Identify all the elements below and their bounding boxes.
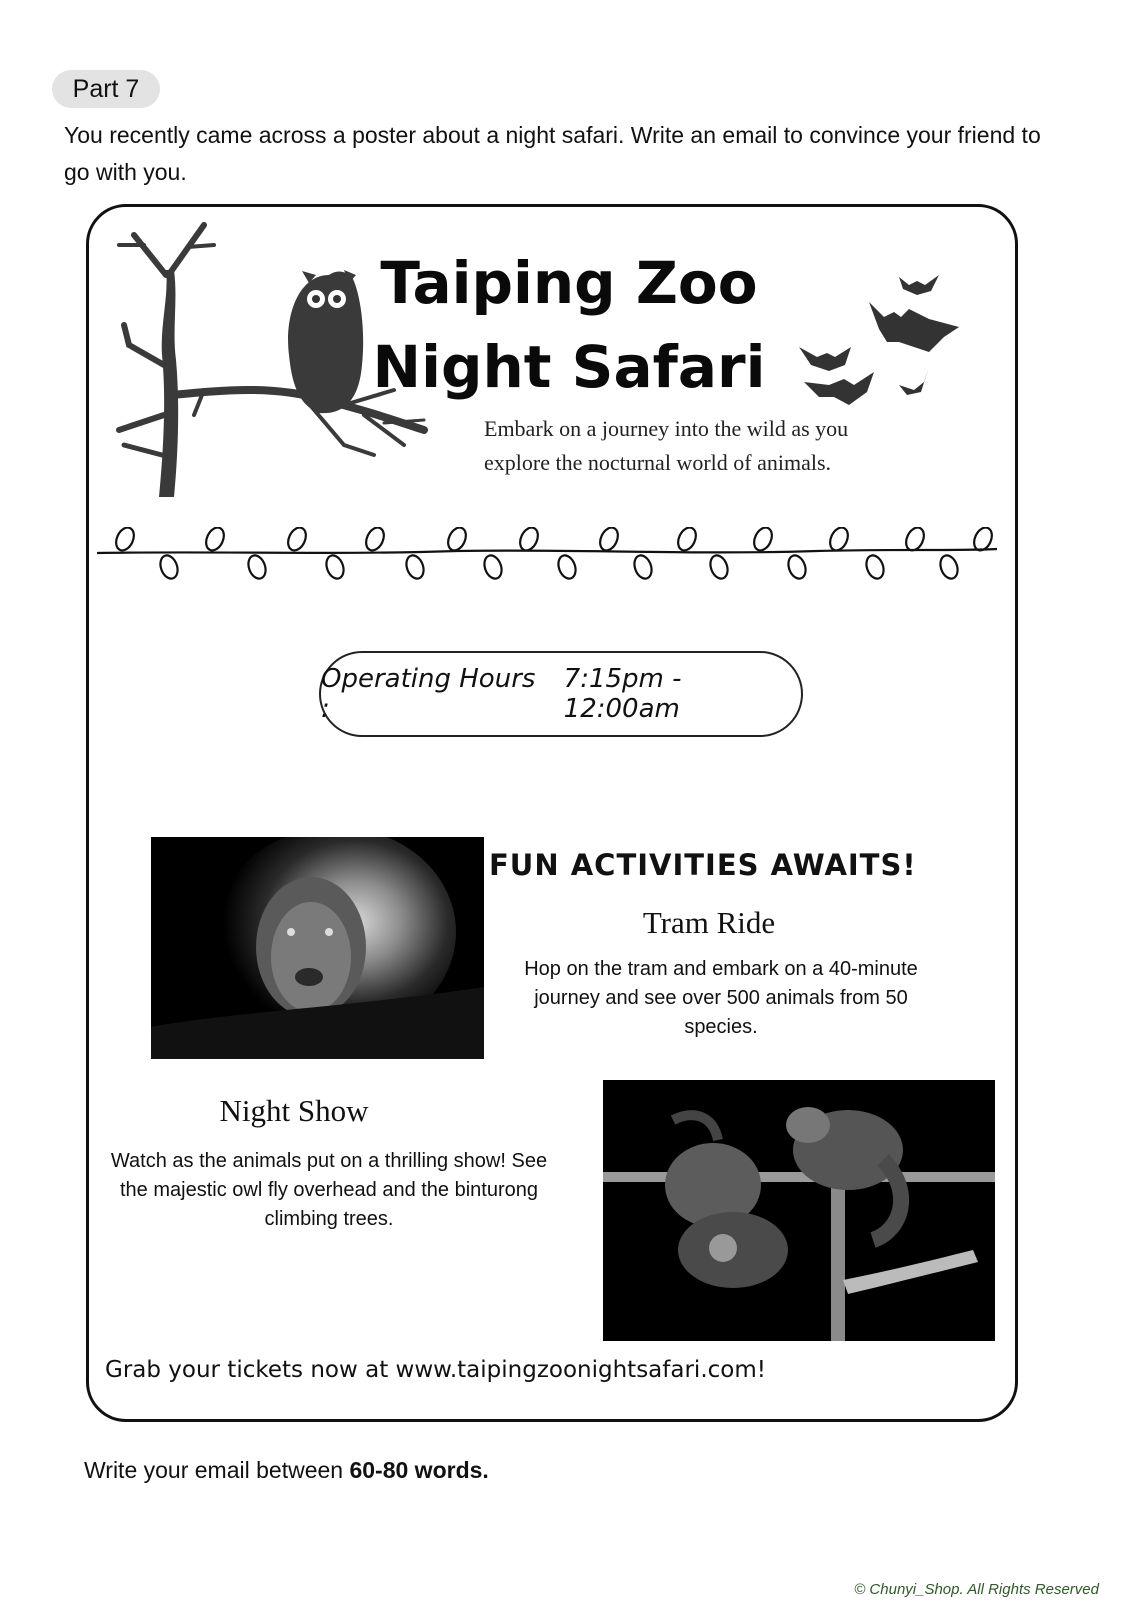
tagline-line1: Embark on a journey into the wild as you (484, 416, 849, 441)
poster-title-line2: Night Safari (372, 333, 766, 401)
tram-ride-title: Tram Ride (642, 905, 776, 940)
operating-hours-value: 7:15pm - 12:00am (563, 664, 682, 724)
task-instructions: You recently came across a poster about a night safari. Write an email to convince your friend to go with you. (64, 122, 1041, 185)
tagline-line2: explore the nocturnal world of animals. (484, 450, 832, 475)
poster-tagline (484, 412, 924, 480)
word-count-instruction (84, 1457, 784, 1484)
night-show-description: Watch as the animals put on a thrilling show! See the majestic owl fly overhead and the binturong climbing trees. (110, 1150, 548, 1230)
night-show-title: Night Show (219, 1093, 369, 1128)
decorative-vine-divider (97, 527, 1007, 587)
binturong-photo (603, 1080, 995, 1341)
word-count-limit: 60-80 words. (349, 1457, 489, 1483)
poster-title-line1: Taiping Zoo (380, 249, 758, 317)
operating-hours-box (319, 651, 803, 737)
poster-title (359, 241, 779, 409)
part-label: Part 7 (52, 70, 160, 108)
tram-ride-description: Hop on the tram and embark on a 40-minute journey and see over 500 animals from 50 species. (524, 958, 918, 1038)
night-safari-poster (86, 204, 1018, 1422)
operating-hours-label: Operating Hours : (321, 664, 536, 724)
activities-heading: FUN ACTIVITIES AWAITS! (489, 848, 917, 882)
word-count-prefix: Write your email between (84, 1457, 350, 1483)
bats-illustration (799, 257, 989, 407)
copyright-notice: © Chunyi_Shop. All Rights Reserved (854, 1581, 1099, 1598)
lion-photo (151, 837, 484, 1059)
tickets-call-to-action: Grab your tickets now at www.taipingzoonightsafari.com! (105, 1357, 766, 1383)
